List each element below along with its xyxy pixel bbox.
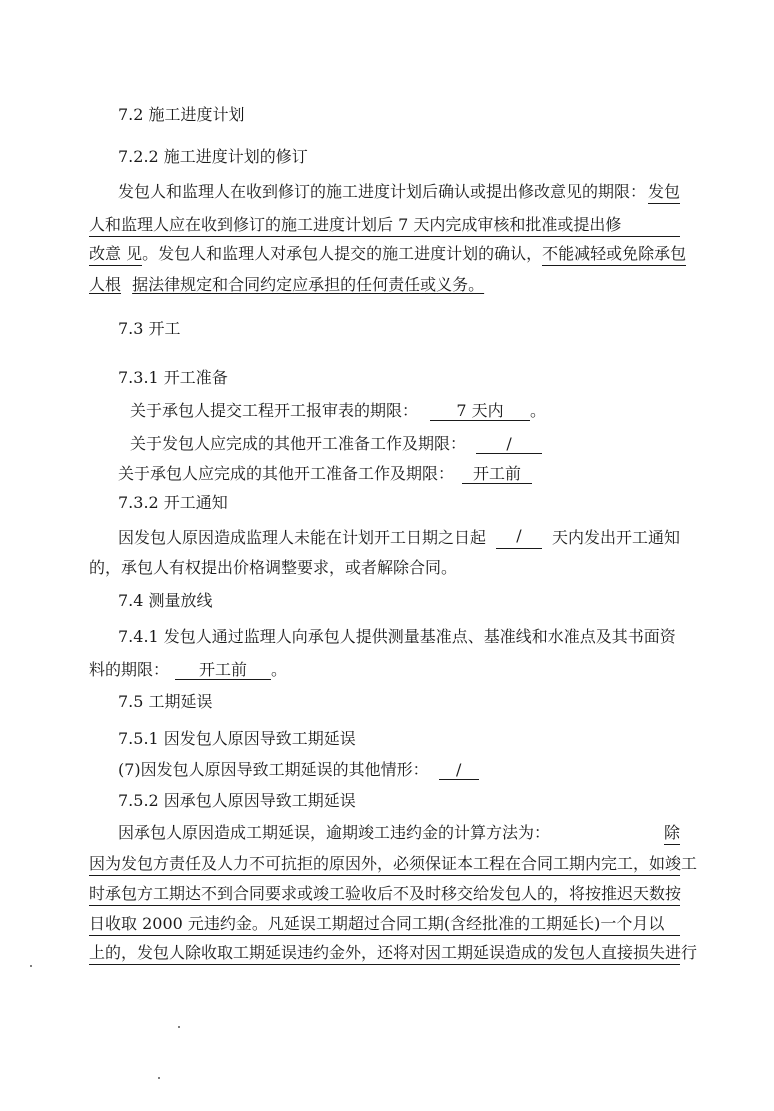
paragraph-line bbox=[89, 243, 687, 266]
underlined-text-run: 除 bbox=[664, 822, 680, 845]
text-run: 竣工 bbox=[665, 854, 698, 873]
scan-speck bbox=[158, 1077, 160, 1079]
underlined-text-run: 据法律规定和合同约定应承担的任何责任或义务。 bbox=[132, 275, 485, 294]
text-run: 如 bbox=[649, 854, 666, 873]
text-run: 。发包人和监理人对承包人提交的施工进度计划的确认， bbox=[142, 244, 543, 263]
paragraph-line bbox=[89, 274, 484, 296]
field-line-contractor-preparation bbox=[118, 463, 532, 485]
paragraph-line-underlined bbox=[89, 214, 680, 237]
text-run: 因为发包方责任及人力不可抗拒的原因外， bbox=[89, 854, 394, 873]
text-run: 数按 bbox=[649, 884, 682, 903]
field-line-other-delay bbox=[118, 759, 479, 781]
underlined-text-run: 发包 bbox=[648, 181, 680, 204]
field-value: / bbox=[496, 527, 542, 549]
scan-speck bbox=[178, 1026, 180, 1028]
field-line-survey-deadline bbox=[89, 659, 287, 681]
text-run: 因承包人原因造成工期延误，逾期竣工违约金的计算方法为： bbox=[118, 823, 551, 842]
paragraph-line bbox=[118, 626, 680, 648]
text-run: 日收取 2000 元违约金。凡延误工期超过合同工期(含经批准的工期延长)一个月以 bbox=[89, 914, 665, 933]
section-7-2-2-heading: 7.2.2 施工进度计划的修订 bbox=[118, 147, 308, 166]
paragraph-line-underlined bbox=[89, 942, 698, 965]
scan-speck bbox=[30, 965, 32, 967]
section-7-5-1-heading: 7.5.1 因发包人原因导致工期延误 bbox=[118, 729, 356, 748]
section-7-5-2-heading: 7.5.2 因承包人原因导致工期延误 bbox=[118, 791, 356, 810]
field-end: 。 bbox=[530, 401, 547, 420]
text-run: 发包人和监理人在收到修订的施工进度计划后确认或提出修改意见的期限： bbox=[118, 182, 647, 201]
text-run: 7.4.1 发包人通过监理人向承包人提供测量基准点、基准线和水准点及其书面资 bbox=[118, 627, 676, 646]
paragraph-line-underlined bbox=[89, 913, 680, 936]
text-run: 还将对因工期延误造成的发包人直接损失进行 bbox=[377, 943, 698, 962]
field-value: 开工前 bbox=[462, 465, 532, 484]
section-7-5-heading: 7.5 工期延误 bbox=[118, 692, 213, 711]
section-7-4-heading: 7.4 测量放线 bbox=[118, 591, 213, 610]
field-line-employer-preparation bbox=[130, 433, 542, 455]
field-label: 料的期限： bbox=[89, 660, 170, 679]
section-7-3-1-heading: 7.3.1 开工准备 bbox=[118, 368, 228, 387]
paragraph-line: 的，承包人有权提出价格调整要求，或者解除合同。 bbox=[89, 558, 458, 577]
text-run: 人和监理人应在收到修订的施工进度计划后 7 天内完成审核和批准或提出修 bbox=[89, 215, 622, 234]
paragraph-line-underlined bbox=[89, 883, 680, 906]
underlined-text-run: 不能减轻或免除承包 bbox=[542, 243, 686, 266]
field-label: 关于承包人提交工程开工报审表的期限： bbox=[130, 401, 419, 420]
field-line-report-deadline bbox=[130, 400, 546, 422]
field-end: 。 bbox=[271, 660, 288, 679]
field-label: 关于承包人应完成的其他开工准备工作及期限： bbox=[118, 464, 455, 483]
text-run: 因发包人原因造成监理人未能在计划开工日期之日起 bbox=[118, 528, 487, 547]
text-run: 时承包方工期达不到合同要求或竣工验收后不及时移交给发包人的， bbox=[89, 884, 570, 903]
paragraph-line-underlined bbox=[89, 853, 698, 876]
field-label: (7)因发包人原因导致工期延误的其他情形： bbox=[118, 760, 429, 779]
paragraph-line bbox=[118, 181, 680, 204]
text-run: 天内发出开工通知 bbox=[551, 528, 680, 547]
field-value: 开工前 bbox=[175, 661, 271, 680]
field-value: / bbox=[476, 435, 542, 454]
paragraph-line bbox=[118, 527, 680, 549]
field-value: / bbox=[439, 761, 479, 780]
text-run: 上的， bbox=[89, 943, 138, 962]
field-value: 7 天内 bbox=[430, 402, 530, 421]
section-7-2-heading: 7.2 施工进度计划 bbox=[118, 105, 245, 124]
text-run: 发包人除收取工期延误违约金外， bbox=[137, 943, 378, 962]
text-run: 将按推迟天 bbox=[569, 884, 650, 903]
underlined-text-run: 改意 见 bbox=[89, 243, 142, 266]
text-run: 必须保证本工程在合同工期内完工， bbox=[393, 854, 650, 873]
section-7-3-heading: 7.3 开工 bbox=[118, 319, 181, 338]
paragraph-line bbox=[118, 822, 680, 845]
field-label: 关于发包人应完成的其他开工准备工作及期限： bbox=[130, 434, 467, 453]
section-7-3-2-heading: 7.3.2 开工通知 bbox=[118, 493, 228, 512]
underlined-text-run: 人根 bbox=[89, 275, 122, 294]
